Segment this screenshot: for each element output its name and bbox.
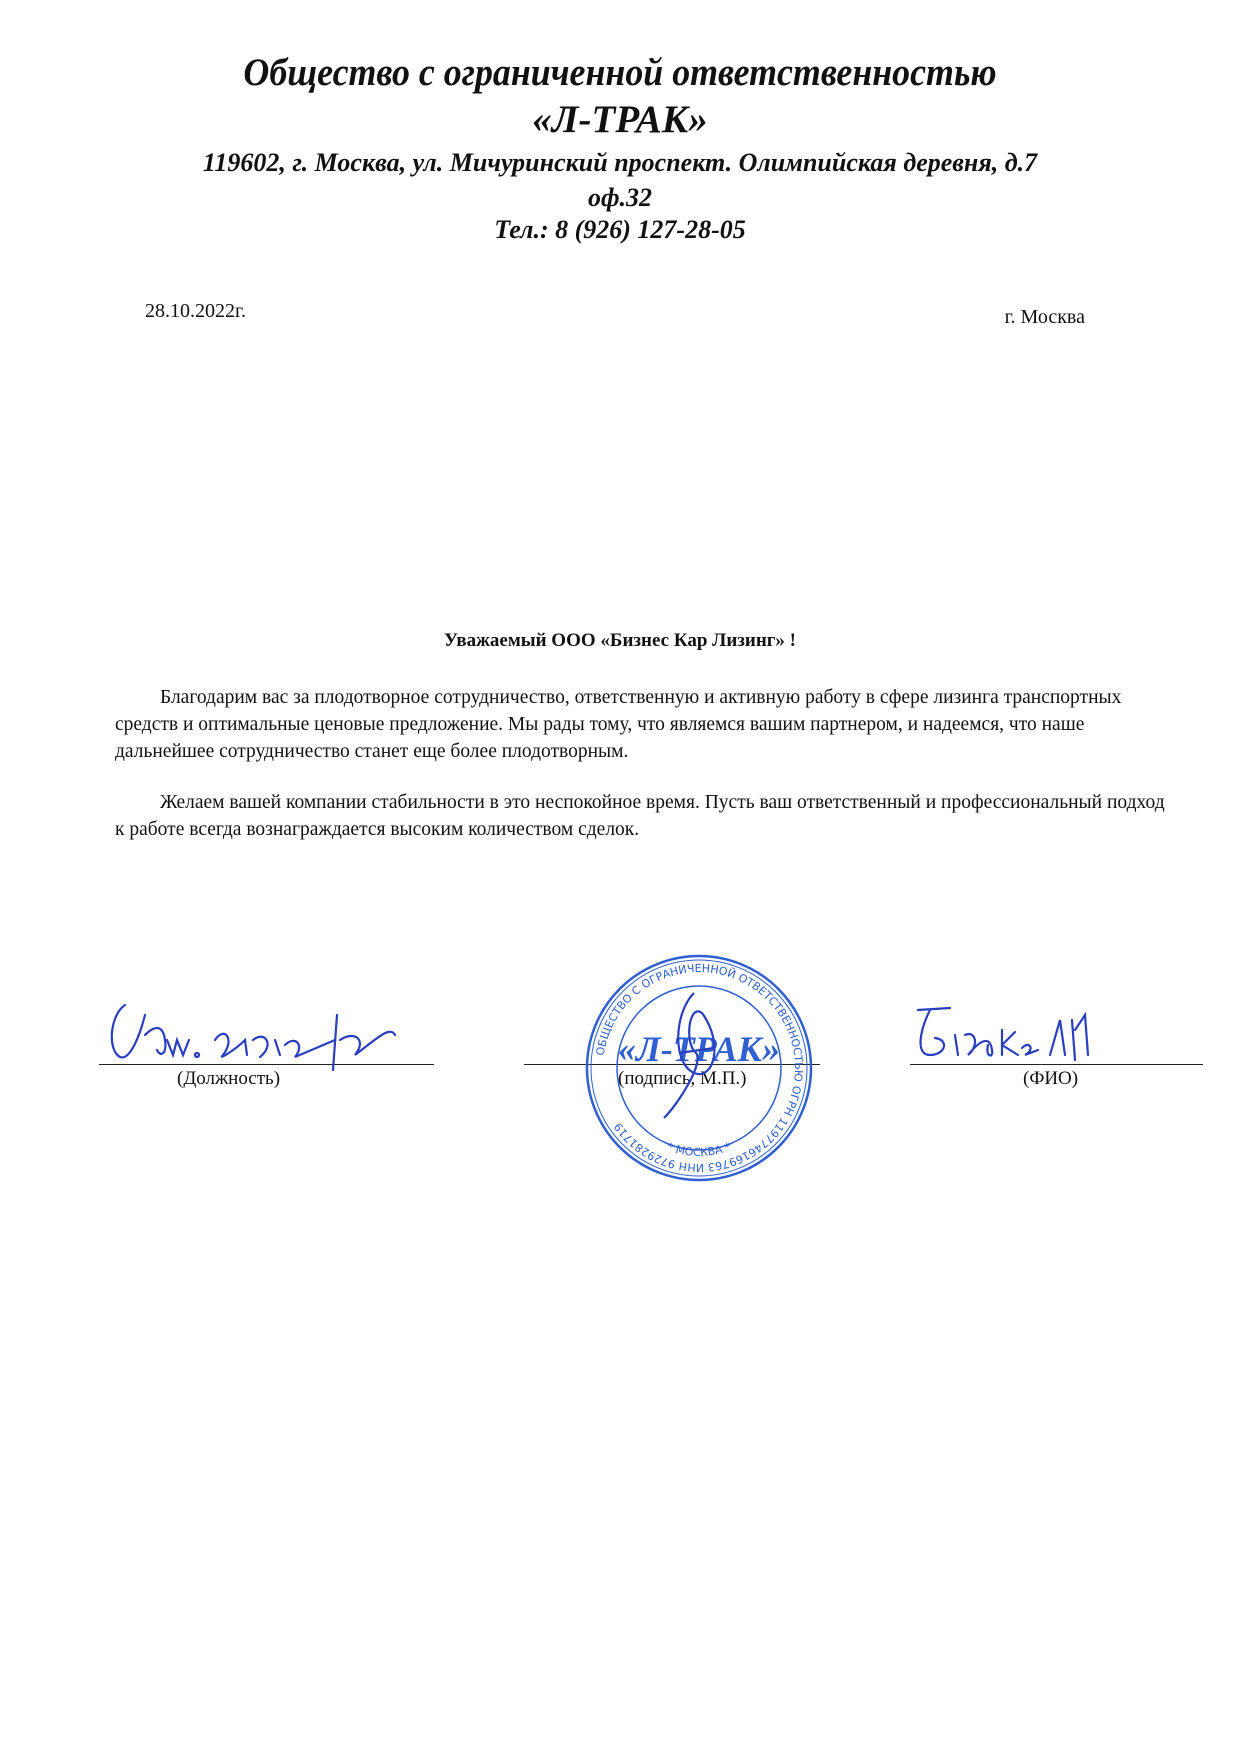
company-brand: «Л-ТРАК» (532, 98, 708, 141)
salutation: Уважаемый ООО «Бизнес Кар Лизинг» ! (443, 630, 797, 651)
stamp-bottom-text: * МОСКВА * (665, 1140, 733, 1159)
stamp-center-text: «Л-ТРАК» (618, 1029, 780, 1069)
position-caption: (Должность) (177, 1068, 281, 1089)
letter-date: 28.10.2022г. (145, 300, 246, 322)
paragraph-2: Желаем вашей компании стабильности в это неспокойное время. Пусть ваш ответственный и профессиональный подход к работе всегда вознаграждается высоким количеством сделок. (115, 792, 1165, 840)
handwritten-name-signature (910, 1000, 1110, 1070)
letter-city: г. Москва (1004, 306, 1085, 328)
company-phone: Тел.: 8 (926) 127-28-05 (494, 215, 746, 244)
stamp-outer-text: ОБЩЕСТВО С ОГРАНИЧЕННОЙ ОТВЕТСТВЕННОСТЬЮ ОГРН 1197746169763 ИНН 9729281719 (593, 961, 806, 1175)
name-caption: (ФИО) (1023, 1068, 1079, 1089)
company-stamp (584, 953, 814, 1183)
company-office: оф.32 (587, 183, 653, 212)
signature-caption: (подпись, М.П.) (618, 1068, 747, 1089)
company-name: Общество с ограниченной ответственностью (243, 51, 997, 94)
handwritten-position-signature (105, 995, 405, 1085)
paragraph-1: Благодарим вас за плодотворное сотрудничество, ответственную и активную работу в сфере лизинга транспортных средств и оптимальные ценовые предложение. Мы рады тому, что являемся вашим партнером, и надеемся, что наше дальнейшее сотрудничество станет еще более плодотворным. (115, 687, 1122, 762)
company-address: 119602, г. Москва, ул. Мичуринский проспект. Олимпийская деревня, д.7 (202, 148, 1038, 177)
